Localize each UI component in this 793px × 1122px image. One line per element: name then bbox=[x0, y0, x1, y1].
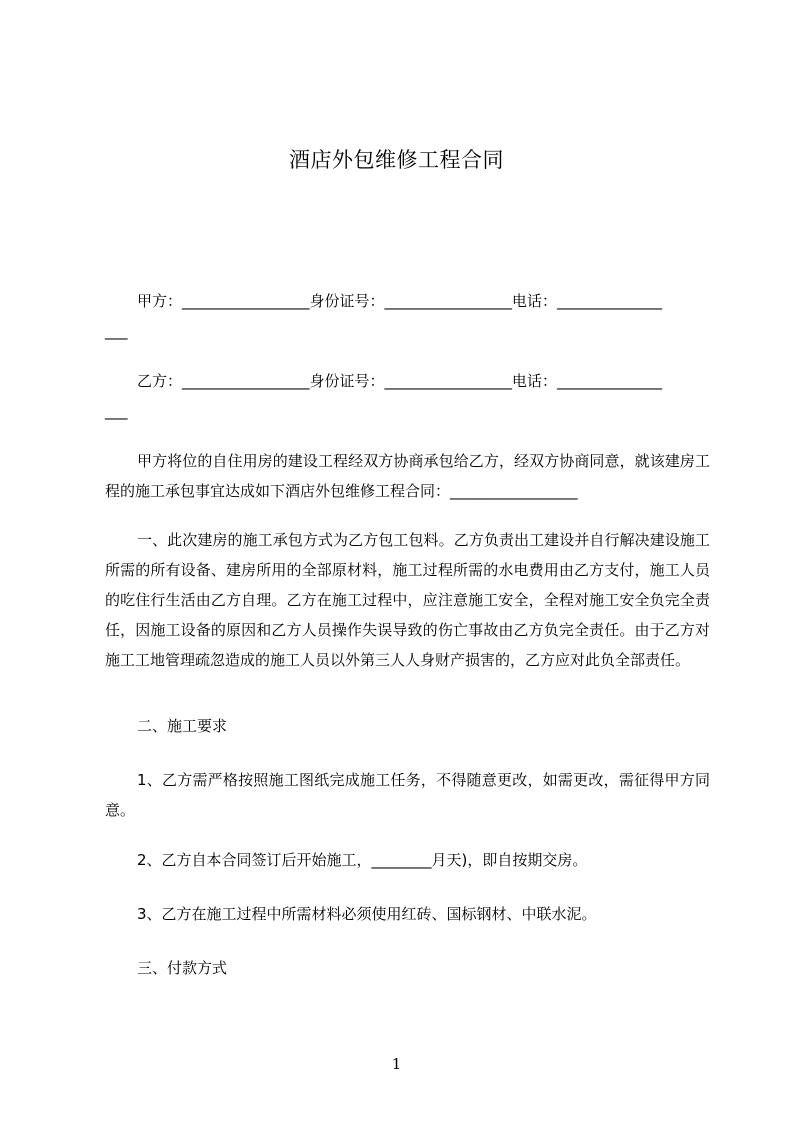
section-3-heading: 三、付款方式 bbox=[137, 959, 228, 977]
party-a-line: 甲方：_________________身份证号：_________________电话：______________ bbox=[137, 292, 663, 310]
clause-1-paragraph: 一、此次建房的施工承包方式为乙方包工包料。乙方负责出工建设并自行解决建设施工所需的所有设备、建房所用的全部原材料，施工过程所需的水电费用由乙方支付，施工人员的吃住行生活由乙方自理。乙方在施工过程中，应注意施工安全，全程对施工安全负完全责任，因施工设备的原因和乙方人员操作失误导致的伤亡事故由乙方负完全责任。由于乙方对施工工地管理疏忽造成的施工人员以外第三人人身财产损害的，乙方应对此负全部责任。 bbox=[105, 531, 710, 669]
document-title: 酒店外包维修工程合同 bbox=[289, 148, 504, 172]
intro-paragraph: 甲方将位的自住用房的建设工程经双方协商承包给乙方，经双方协商同意，就该建房工程的施工承包事宜达成如下酒店外包维修工程合同：_________________ bbox=[105, 452, 710, 500]
section-2-heading: 二、施工要求 bbox=[137, 717, 228, 735]
page-number: 1 bbox=[391, 1055, 402, 1073]
requirement-item-3: 3、乙方在施工过程中所需材料必须使用红砖、国标钢材、中联水泥。 bbox=[137, 905, 597, 923]
party-a-line-continued: ___ bbox=[105, 322, 128, 340]
party-b-line: 乙方：_________________身份证号：_________________电话：______________ bbox=[137, 372, 663, 390]
party-b-line-continued: ___ bbox=[105, 402, 128, 420]
requirement-item-2: 2、乙方自本合同签订后开始施工，________月天)，即自按期交房。 bbox=[137, 851, 588, 869]
requirement-item-1: 1、乙方需严格按照施工图纸完成施工任务，不得随意更改，如需更改，需征得甲方同意。 bbox=[105, 771, 710, 819]
